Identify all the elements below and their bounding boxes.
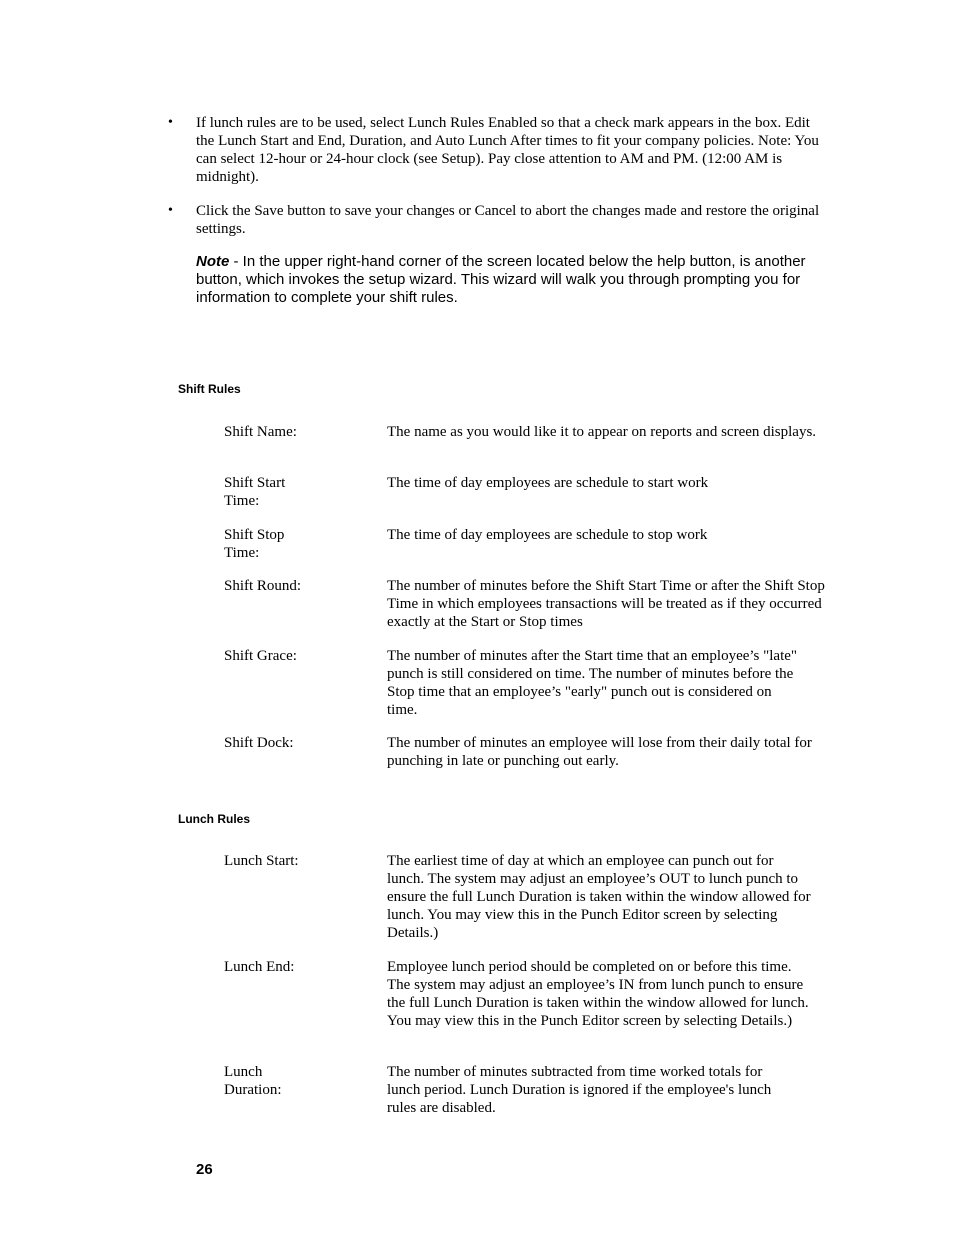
term-lunch-duration: Lunch Duration: — [224, 1064, 282, 1098]
term-lunch-end: Lunch End: — [224, 959, 295, 975]
bullet-text: Click the Save button to save your changes or Cancel to abort the changes made and restore the original settings. — [196, 203, 820, 237]
bullet-icon: • — [168, 203, 173, 218]
note-text: - In the upper right-hand corner of the screen located below the help button, is another button, which invokes the setup wizard. This wizard will walk you through prompting you for information to complete your shift rules. — [196, 253, 806, 306]
term-shift-round: Shift Round: — [224, 578, 302, 594]
term-shift-name: Shift Name: — [224, 424, 297, 440]
bullet-item-lunch-rules — [168, 114, 821, 186]
term-shift-dock: Shift Dock: — [224, 735, 294, 751]
term-shift-start-time: Shift Start Time: — [224, 475, 286, 509]
page-number: 26 — [196, 1161, 213, 1178]
definition-shift-stop-time: The time of day employees are schedule to stop work — [387, 527, 708, 543]
definition-shift-round: The number of minutes before the Shift Start Time or after the Shift Stop Time in which employees transactions will be treated as if they occurred exactly at the Start or Stop times — [387, 578, 825, 630]
note-label: Note — [196, 253, 230, 270]
term-shift-stop-time: Shift Stop Time: — [224, 527, 285, 561]
lunch-rules-heading: Lunch Rules — [178, 812, 251, 826]
term-lunch-start: Lunch Start: — [224, 853, 299, 869]
bullet-item-save — [168, 202, 821, 238]
bullet-text: If lunch rules are to be used, select Lunch Rules Enabled so that a check mark appears in the box. Edit the Lunch Start and End, Duration, and Auto Lunch After times to fit your company policies. Note: You can select 12-hour or 24-hour clock (see Setup). Pay close attention to AM and PM. (12:00 AM is midnight). — [196, 115, 819, 185]
shift-rules-heading: Shift Rules — [178, 382, 241, 396]
definition-lunch-end: Employee lunch period should be completed on or before this time. The system may adjust an employee’s IN from lunch punch to ensure the full Lunch Duration is taken within the window allowed for lunch. You may view this in the Punch Editor screen by selecting Details.) — [387, 959, 809, 1029]
term-shift-grace: Shift Grace: — [224, 648, 297, 664]
definition-lunch-start: The earliest time of day at which an employee can punch out for lunch. The system may adjust an employee’s OUT to lunch punch to ensure the full Lunch Duration is taken within the window allowed for lunch. You may view this in the Punch Editor screen by selecting Details.) — [387, 853, 811, 941]
definition-shift-name: The name as you would like it to appear on reports and screen displays. — [387, 424, 817, 440]
definition-shift-start-time: The time of day employees are schedule to start work — [387, 475, 709, 491]
bullet-icon: • — [168, 115, 173, 130]
definition-shift-dock: The number of minutes an employee will lose from their daily total for punching in late or punching out early. — [387, 735, 812, 769]
definition-lunch-duration: The number of minutes subtracted from time worked totals for lunch period. Lunch Duration is ignored if the employee's lunch rules are disabled. — [387, 1064, 772, 1116]
note-paragraph — [196, 253, 816, 307]
definition-shift-grace: The number of minutes after the Start time that an employee’s "late" punch is still considered on time. The number of minutes before the Stop time that an employee’s "early" punch out is considered on time. — [387, 648, 798, 718]
